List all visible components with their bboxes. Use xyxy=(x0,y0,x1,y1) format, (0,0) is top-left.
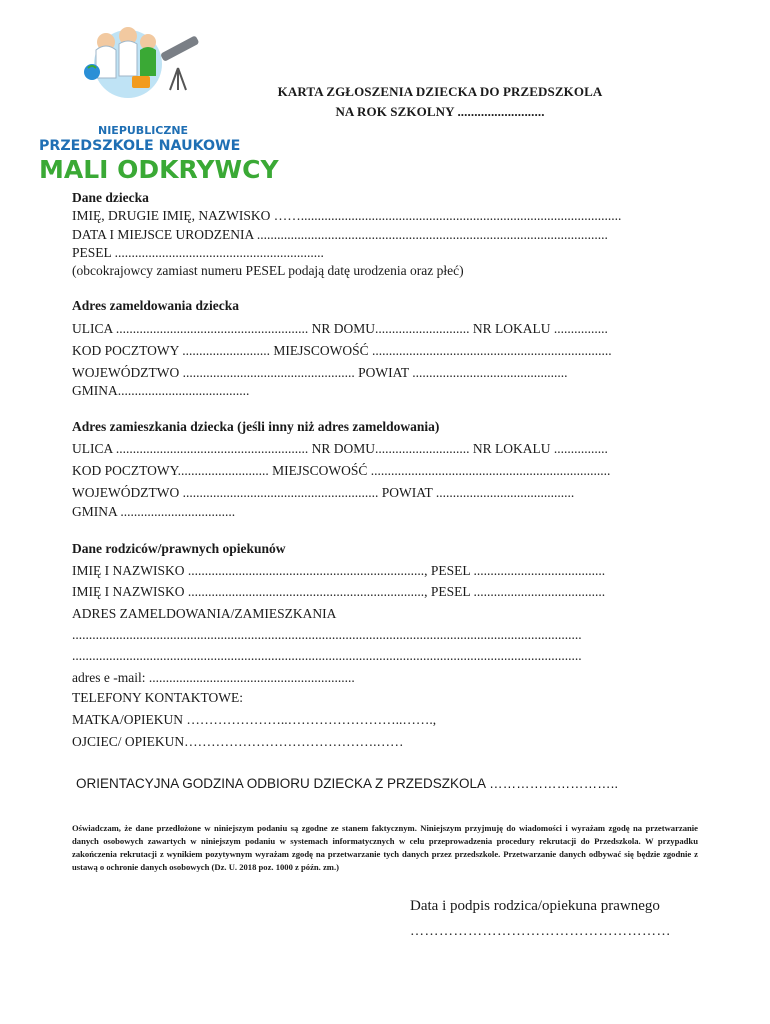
logo-line2: PRZEDSZKOLE NAUKOWE xyxy=(39,138,241,154)
parents-address-line2[interactable]: ....................................................................................................................................................... xyxy=(72,648,582,663)
signature-label: Data i podpis rodzica/opiekuna prawnego xyxy=(410,898,660,914)
registered-postal-field[interactable]: KOD POCZTOWY .......................... MIEJSCOWOŚĆ ....................................................................... xyxy=(72,343,612,358)
parent2-field[interactable]: IMIĘ I NAZWISKO ......................................................................, PESEL ....................................... xyxy=(72,584,606,599)
section-heading-parents: Dane rodziców/prawnych opiekunów xyxy=(72,541,286,556)
form-title: KARTA ZGŁOSZENIA DZIECKA DO PRZEDSZKOLA xyxy=(277,84,603,99)
child-pesel-field[interactable]: PESEL .............................................................. xyxy=(72,245,324,260)
parents-address-line1[interactable]: ....................................................................................................................................................... xyxy=(72,627,582,642)
logo-illustration xyxy=(84,27,200,98)
school-logo xyxy=(36,20,279,184)
registered-commune-field[interactable]: GMINA....................................... xyxy=(72,383,250,398)
child-birth-field[interactable]: DATA I MIEJSCE URODZENIA ........................................................................................................ xyxy=(72,227,608,242)
mother-phone-field[interactable]: MATKA/OPIEKUN …………………..……………………..……., xyxy=(72,712,437,727)
logo-line3: MALI ODKRYWCY xyxy=(39,155,279,184)
email-field[interactable]: adres e -mail: ............................................................. xyxy=(72,670,355,685)
parent1-field[interactable]: IMIĘ I NAZWISKO ......................................................................, PESEL ....................................... xyxy=(72,563,606,578)
residence-postal-field[interactable]: KOD POCZTOWY........................... MIEJSCOWOŚĆ ....................................................................... xyxy=(72,463,611,478)
residence-province-field[interactable]: WOJEWÓDZTWO .......................................................... POWIAT ......................................... xyxy=(72,485,575,500)
father-phone-field[interactable]: OJCIEC/ OPIEKUN…………………………………….…… xyxy=(72,734,404,749)
consent-declaration: Oświadczam, że dane przedłożone w niniejszym podaniu są zgodne ze stanem faktycznym. Niniejszym przyjmuję do wiadomości i wyrażam zgodę na przetwarzanie danych osobowych zawartych w niniejszym podaniu w systemach informatycznych w celu przeprowadzenia procedury rekrutacji do Przedszkola. W przypadku zakończenia rekrutacji z wynikiem pozytywnym wyrażam zgodę na przetwarzanie tych danych przez przedszkole. Przetwarzanie danych odbywać się będzie zgodnie z ustawą o ochronie danych osobowych (Dz. U. 2018 poz. 1000 z późn. zm.) xyxy=(72,823,698,872)
residence-commune-field[interactable]: GMINA .................................. xyxy=(72,504,236,519)
school-year-field[interactable]: NA ROK SZKOLNY .......................... xyxy=(335,104,545,119)
parents-address-label: ADRES ZAMELDOWANIA/ZAMIESZKANIA xyxy=(72,606,337,621)
registered-province-field[interactable]: WOJEWÓDZTWO ................................................... POWIAT .............................................. xyxy=(72,365,568,380)
child-name-field[interactable]: IMIĘ, DRUGIE IMIĘ, NAZWISKO ……............................................................................................... xyxy=(72,208,622,223)
phones-label: TELEFONY KONTAKTOWE: xyxy=(72,690,244,705)
registered-street-field[interactable]: ULICA ......................................................... NR DOMU............................ NR LOKALU ................ xyxy=(72,321,608,336)
section-heading-residence-address: Adres zamieszkania dziecka (jeśli inny niż adres zameldowania) xyxy=(72,419,440,434)
pickup-time-field[interactable]: ORIENTACYJNA GODZINA ODBIORU DZIECKA Z PRZEDSZKOLA ……………………….. xyxy=(76,776,619,791)
logo-line1: NIEPUBLICZNE xyxy=(98,124,189,137)
signature-line[interactable]: ……………………………………………… xyxy=(410,924,671,939)
pesel-note: (obcokrajowcy zamiast numeru PESEL podają datę urodzenia oraz płeć) xyxy=(72,263,464,278)
residence-street-field[interactable]: ULICA ......................................................... NR DOMU............................ NR LOKALU ................ xyxy=(72,441,608,456)
section-heading-registered-address: Adres zameldowania dziecka xyxy=(72,298,239,313)
section-heading-child: Dane dziecka xyxy=(72,190,149,205)
